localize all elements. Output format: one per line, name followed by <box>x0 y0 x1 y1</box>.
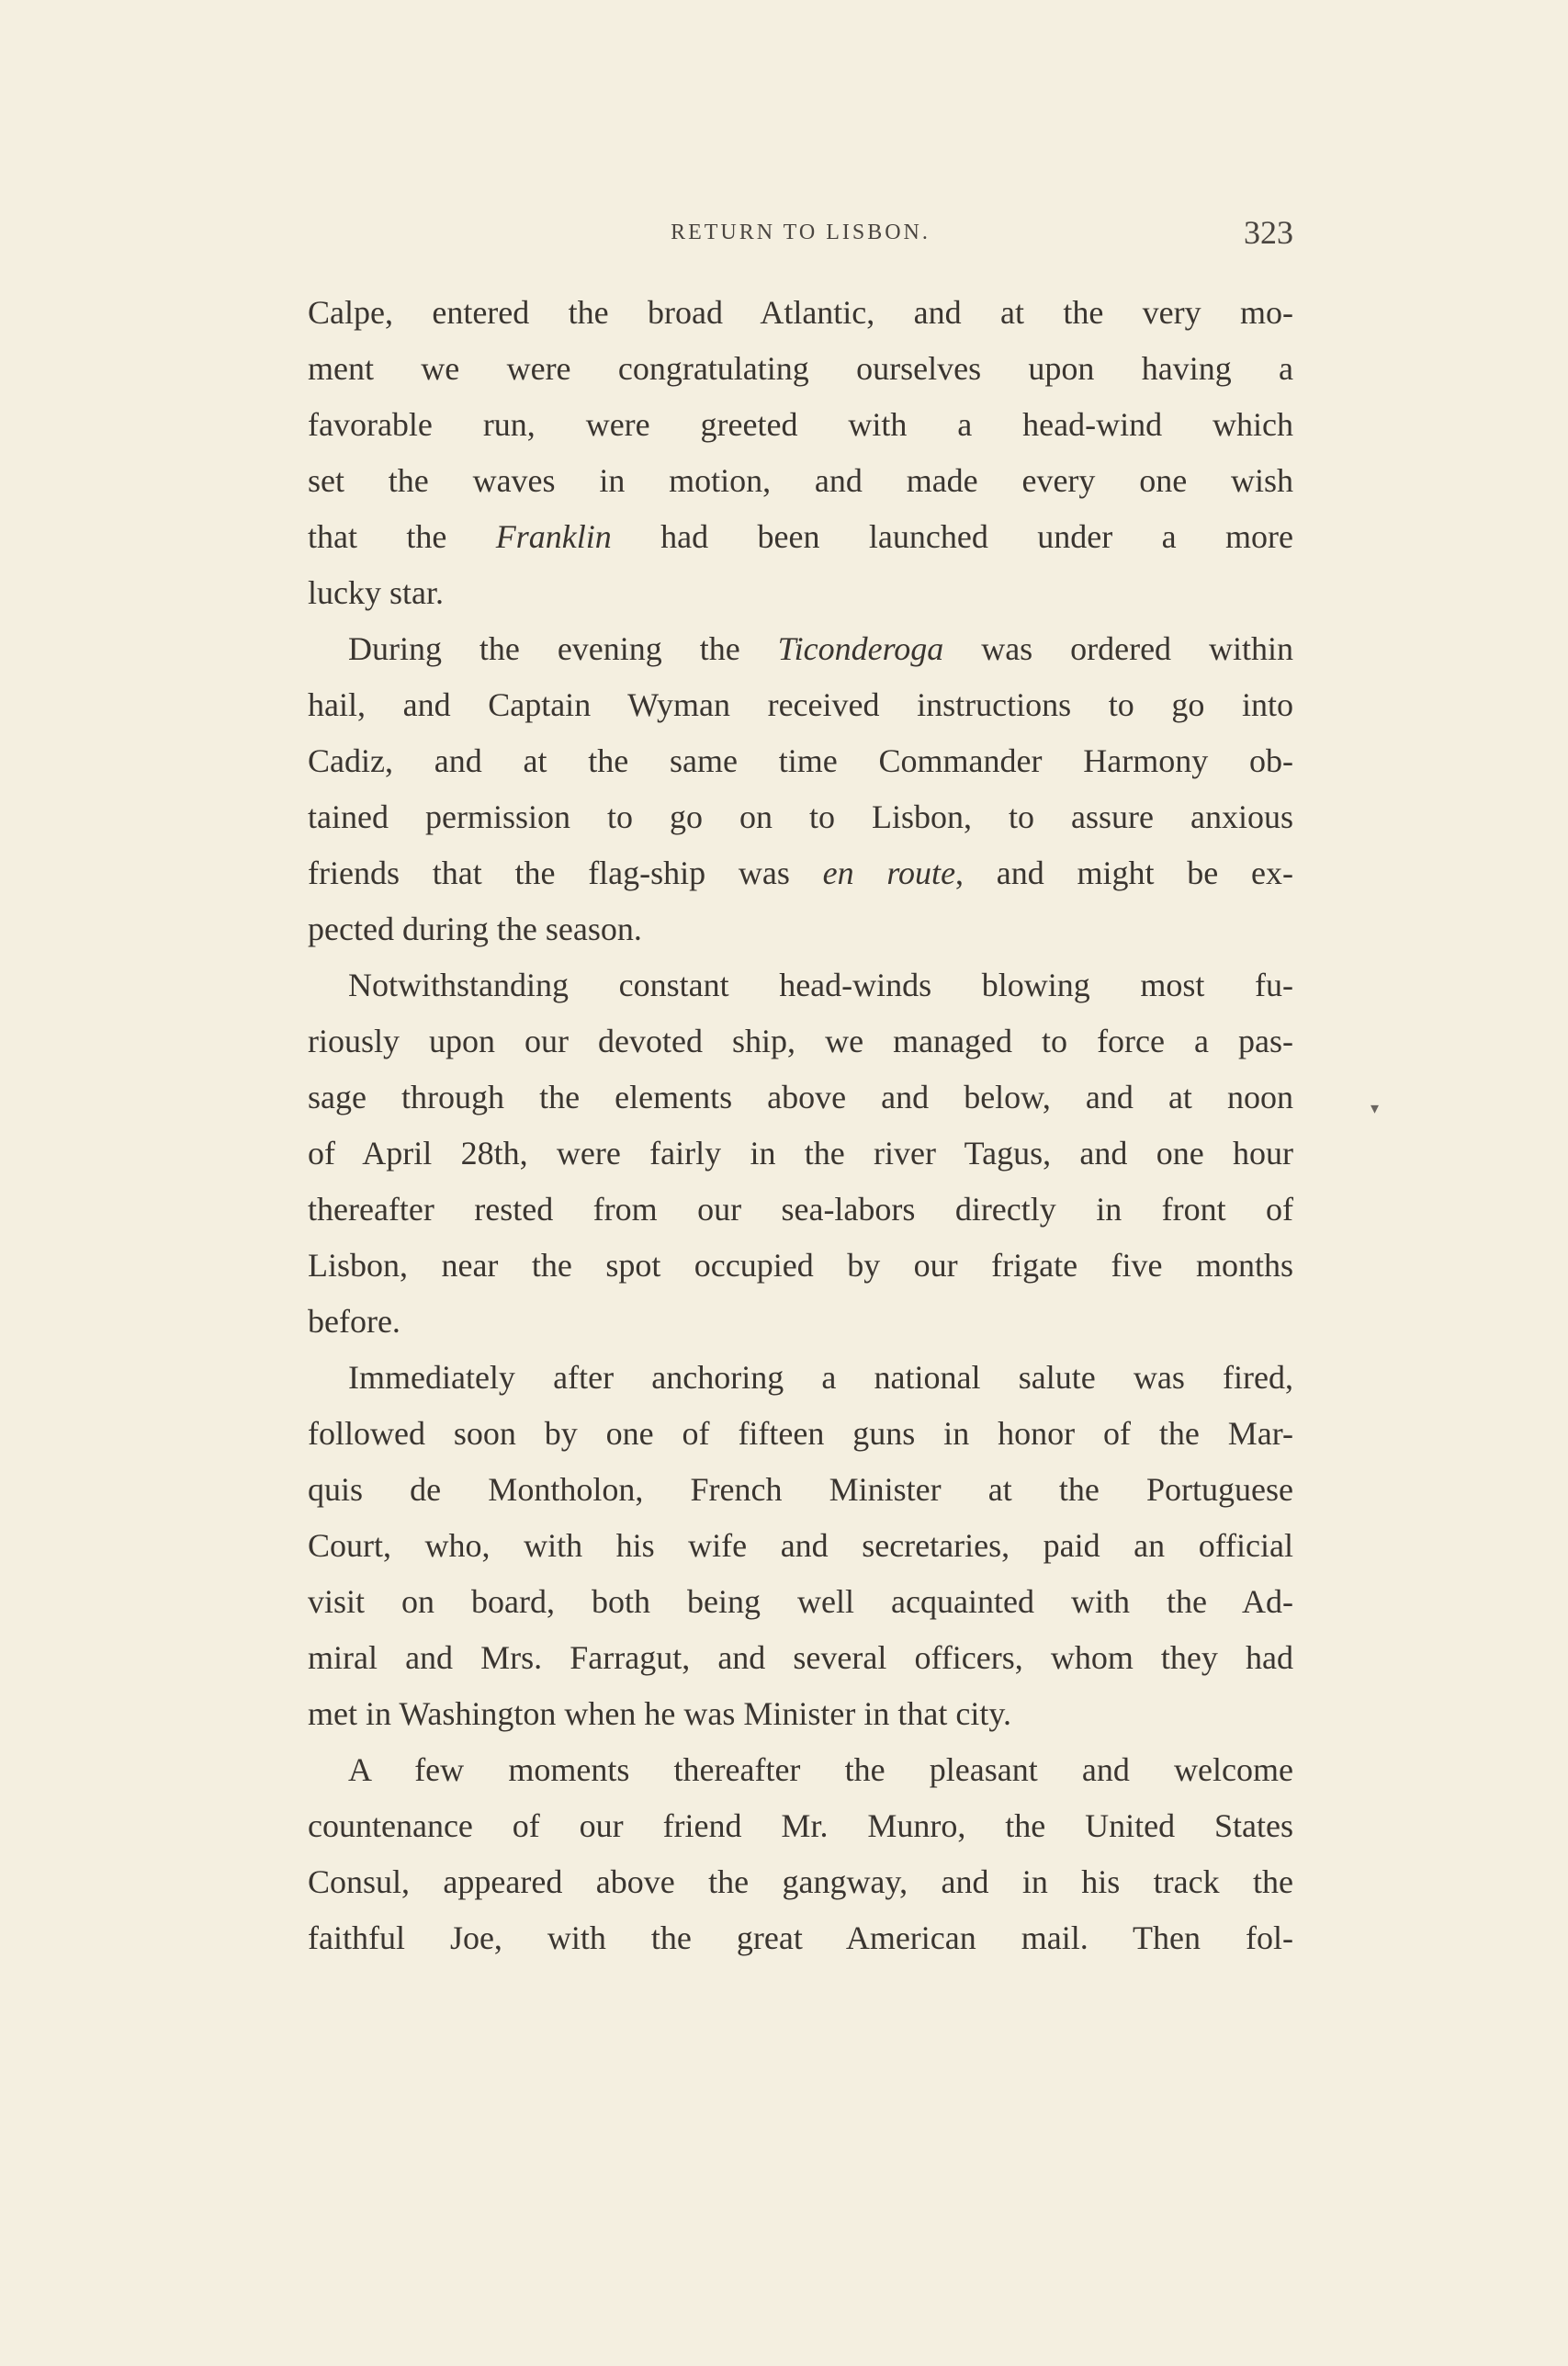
body-text <box>308 285 1293 1966</box>
text-line: Lisbon, near the spot occupied by our frigate five months <box>308 1247 1293 1284</box>
text-line <box>308 845 1293 901</box>
running-head <box>308 213 1293 259</box>
ship-name-italic: en route <box>822 855 956 891</box>
page-number: 323 <box>1244 214 1293 251</box>
text-line: Calpe, entered the broad Atlantic, and at the very mo- <box>308 294 1293 331</box>
text-line: thereafter rested from our sea-labors directly in front of <box>308 1191 1293 1228</box>
text-line: met in Washington when he was Minister in that city. <box>308 1695 1011 1732</box>
text-line: of April 28th, were fairly in the river Tagus, and one hour <box>308 1135 1293 1172</box>
text-line: set the waves in motion, and made every one wish <box>308 462 1293 499</box>
text-segment: , and might be ex- <box>955 855 1293 891</box>
text-line: Immediately after anchoring a national salute was fired, <box>348 1359 1293 1396</box>
text-line: followed soon by one of fifteen guns in honor of the Mar- <box>308 1415 1293 1452</box>
text-line: Notwithstanding constant head-winds blowing most fu- <box>348 967 1293 1003</box>
text-line: tained permission to go on to Lisbon, to assure anxious <box>308 798 1293 835</box>
text-segment: During the evening the <box>348 630 778 667</box>
text-segment: had been launched under a more <box>611 518 1293 555</box>
text-line: lucky star. <box>308 574 444 611</box>
text-line: favorable run, were greeted with a head-wind which <box>308 406 1293 443</box>
text-line: Court, who, with his wife and secretaries, paid an official <box>308 1527 1293 1564</box>
text-segment: that the <box>308 518 496 555</box>
text-line: ment we were congratulating ourselves upon having a <box>308 350 1293 387</box>
text-line: miral and Mrs. Farragut, and several officers, whom they had <box>308 1639 1293 1676</box>
text-line: countenance of our friend Mr. Munro, the United States <box>308 1807 1293 1844</box>
text-line: faithful Joe, with the great American mail. Then fol- <box>308 1919 1293 1956</box>
text-line: riously upon our devoted ship, we managed to force a pas- <box>308 1023 1293 1059</box>
text-line: quis de Montholon, French Minister at the Portuguese <box>308 1471 1293 1508</box>
text-line: visit on board, both being well acquainted with the Ad- <box>308 1583 1293 1620</box>
text-line: before. <box>308 1303 400 1340</box>
text-line <box>308 621 1293 677</box>
ship-name-italic: Franklin <box>495 518 612 555</box>
text-line: A few moments thereafter the pleasant and welcome <box>348 1751 1293 1788</box>
text-line: Consul, appeared above the gangway, and in his track the <box>308 1863 1293 1900</box>
text-line: pected during the season. <box>308 911 642 947</box>
text-segment: friends that the flag-ship was <box>308 855 823 891</box>
ship-name-italic: Ticonderoga <box>777 630 944 667</box>
text-line: hail, and Captain Wyman received instructions to go into <box>308 686 1293 723</box>
running-title: RETURN TO LISBON. <box>671 221 931 244</box>
text-line: Cadiz, and at the same time Commander Harmony ob- <box>308 742 1293 779</box>
text-segment: was ordered within <box>943 630 1293 667</box>
text-line: sage through the elements above and below, and at noon <box>308 1079 1293 1115</box>
margin-mark: ▾ <box>1371 1099 1380 1117</box>
text-line <box>308 509 1293 565</box>
